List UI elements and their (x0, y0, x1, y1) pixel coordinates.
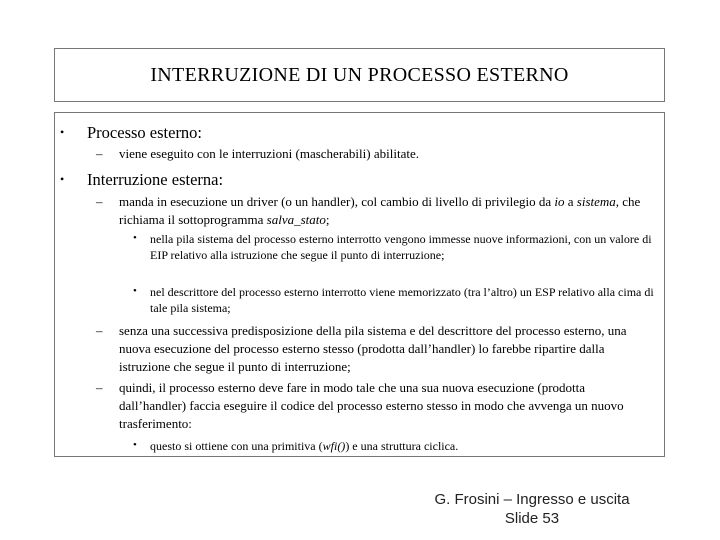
emphasis-io: io (554, 194, 565, 209)
text-run: ) e una struttura ciclica. (345, 439, 459, 453)
dash-icon: – (96, 380, 103, 395)
bullet-title: Interruzione esterna: (87, 170, 224, 189)
point-text: nel descrittore del processo esterno interrotto viene memorizzato (tra l’altro) un ESP relativo alla cima di tale pila sistema; (150, 285, 654, 315)
point-text: nella pila sistema del processo esterno interrotto vengono immesse nuove informazioni, con un valore di EIP relativo alla istruzione che segue il punto di interruzione; (150, 232, 652, 262)
text-run: questo si ottiene con una primitiva ( (150, 439, 323, 453)
text-run: ; (325, 212, 330, 227)
text-run: , che richiama il sottoprogramma (119, 194, 641, 227)
dash-icon: – (96, 323, 103, 338)
emphasis-sistema: sistema (576, 194, 616, 209)
bullet-interruzione-esterna (60, 172, 650, 192)
emphasis-wfi: wfi() (322, 439, 346, 453)
slide-title: INTERRUZIONE DI UN PROCESSO ESTERNO (150, 63, 569, 86)
bullet-icon: • (133, 285, 137, 297)
bullet-icon: • (133, 439, 137, 451)
dash-icon: – (96, 194, 103, 209)
sub-item-text: quindi, il processo esterno deve fare in modo tale che una sua nuova esecuzione (prodotta dall’handler) faccia eseguire il codice del processo esterno stesso in modo che avvenga un nuovo trasferimento: (119, 380, 624, 431)
bullet-icon: • (60, 172, 65, 186)
dash-icon: – (96, 146, 103, 161)
bullet-icon: • (133, 232, 137, 244)
slide-footer (420, 490, 644, 528)
text-run: a (564, 194, 577, 209)
bullet-processo-esterno (60, 125, 650, 145)
sub-item-text (119, 193, 651, 229)
sub-item-text: senza una successiva predisposizione della pila sistema e del descrittore del processo esterno, una nuova esecuzione del processo esterno stesso (prodotta dall’handler) lo farebbe ripartire dalla istruzione che segue il punto di interruzione; (119, 323, 627, 374)
footer-author: G. Frosini – Ingresso e uscita (434, 491, 630, 508)
content-box (54, 112, 665, 457)
bullet-title: Processo esterno: (87, 123, 203, 142)
title-box (54, 48, 665, 102)
footer-slide-number: Slide 53 (504, 510, 560, 527)
text-run: manda in esecuzione un driver (o un handler), col cambio di livello di privilegio da (119, 194, 555, 209)
sub-item-text: viene eseguito con le interruzioni (mascherabili) abilitate. (119, 146, 419, 161)
point-text (150, 438, 458, 454)
emphasis-salva-stato: salva_stato (266, 212, 326, 227)
bullet-icon: • (60, 125, 65, 139)
